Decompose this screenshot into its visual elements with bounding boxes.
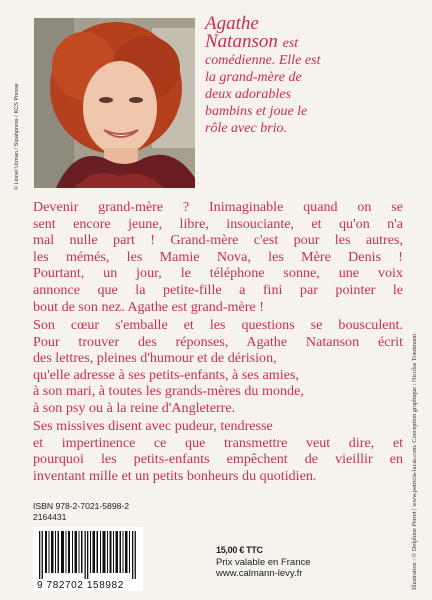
blurb-line: à son mari, à toutes les grands-mères du monde, xyxy=(33,383,304,400)
blurb-paragraph-2 xyxy=(33,317,403,417)
blurb-line: annonce que la petite-fille a fini par pointer le xyxy=(33,281,403,298)
blurb-line: qu'elle adresse à ses petits-enfants, à ses amies, xyxy=(33,366,299,383)
author-bio xyxy=(205,13,420,137)
barcode-digits: 9 782702 158982 xyxy=(37,580,124,591)
author-first-name: Agathe xyxy=(205,13,259,34)
blurb-line: bout de son nez. Agathe est grand-mère ! xyxy=(33,298,264,315)
author-bio-line: la grand-mère de xyxy=(205,70,302,85)
blurb-line: inventant mille et un petits bonheurs du quotidien. xyxy=(33,467,317,484)
isbn-number: ISBN 978-2-7021-5898-2 xyxy=(33,501,130,511)
blurb-paragraph-3 xyxy=(33,418,403,484)
author-bio-line: bambins et joue le xyxy=(205,104,308,119)
author-bio-line: rôle avec brio. xyxy=(205,121,288,136)
blurb-line: pourquoi les petits-enfants empêchent de vieillir en xyxy=(33,451,403,468)
price-block xyxy=(216,545,311,580)
price-validity: Prix valable en France xyxy=(216,556,311,568)
author-photo xyxy=(34,18,195,188)
blurb-line: les mémés, les Mamie Nova, les Mère Denis ! xyxy=(33,248,403,265)
blurb-line: mal nulle part ! Grand-mère c'est pour les autres, xyxy=(33,232,403,249)
design-credit: Illustration : © Delphine Perret | www.patricia-lucas.com. Conception graphique : Nicolas Trautmann xyxy=(411,333,418,590)
blurb-paragraph-1 xyxy=(33,199,403,315)
blurb-line: Ses missives disent avec pudeur, tendresse xyxy=(33,418,273,434)
photo-credit: © Lionel Urman / Sipahpress / KCS Presse xyxy=(14,83,20,190)
author-portrait-image xyxy=(34,18,195,188)
author-bio-line: comédienne. Elle est xyxy=(205,53,321,68)
price-amount: 15,00 € TTC xyxy=(216,545,263,555)
blurb-line: des lettres, pleines d'humour et de dérision, xyxy=(33,350,277,367)
blurb-line: Pour trouver des réponses, Agathe Natanson écrit xyxy=(33,333,403,350)
blurb-line: sent encore jeune, libre, insouciante, et qu'on n'a xyxy=(33,215,403,232)
publisher-url[interactable]: www.calmann-levy.fr xyxy=(216,568,303,580)
author-bio-line: deux adorables xyxy=(205,87,291,102)
author-last-name: Natanson xyxy=(205,31,283,52)
barcode-bars-icon xyxy=(39,531,137,579)
blurb-line: et impertinence ce que transmettre veut dire, et xyxy=(33,434,403,451)
blurb-line: à son psy ou à la reine d'Angleterre. xyxy=(33,399,236,416)
isbn-info xyxy=(33,501,129,523)
blurb-line: Son cœur s'emballe et les questions se bousculent. xyxy=(33,317,403,333)
author-bio-line: est xyxy=(282,36,299,51)
internal-code: 2164431 xyxy=(33,512,67,522)
barcode xyxy=(33,527,143,591)
blurb-line: Devenir grand-mère ? Inimaginable quand on se xyxy=(33,199,403,215)
blurb-line: Pourtant, un jour, le téléphone sonne, une voix xyxy=(33,265,403,282)
